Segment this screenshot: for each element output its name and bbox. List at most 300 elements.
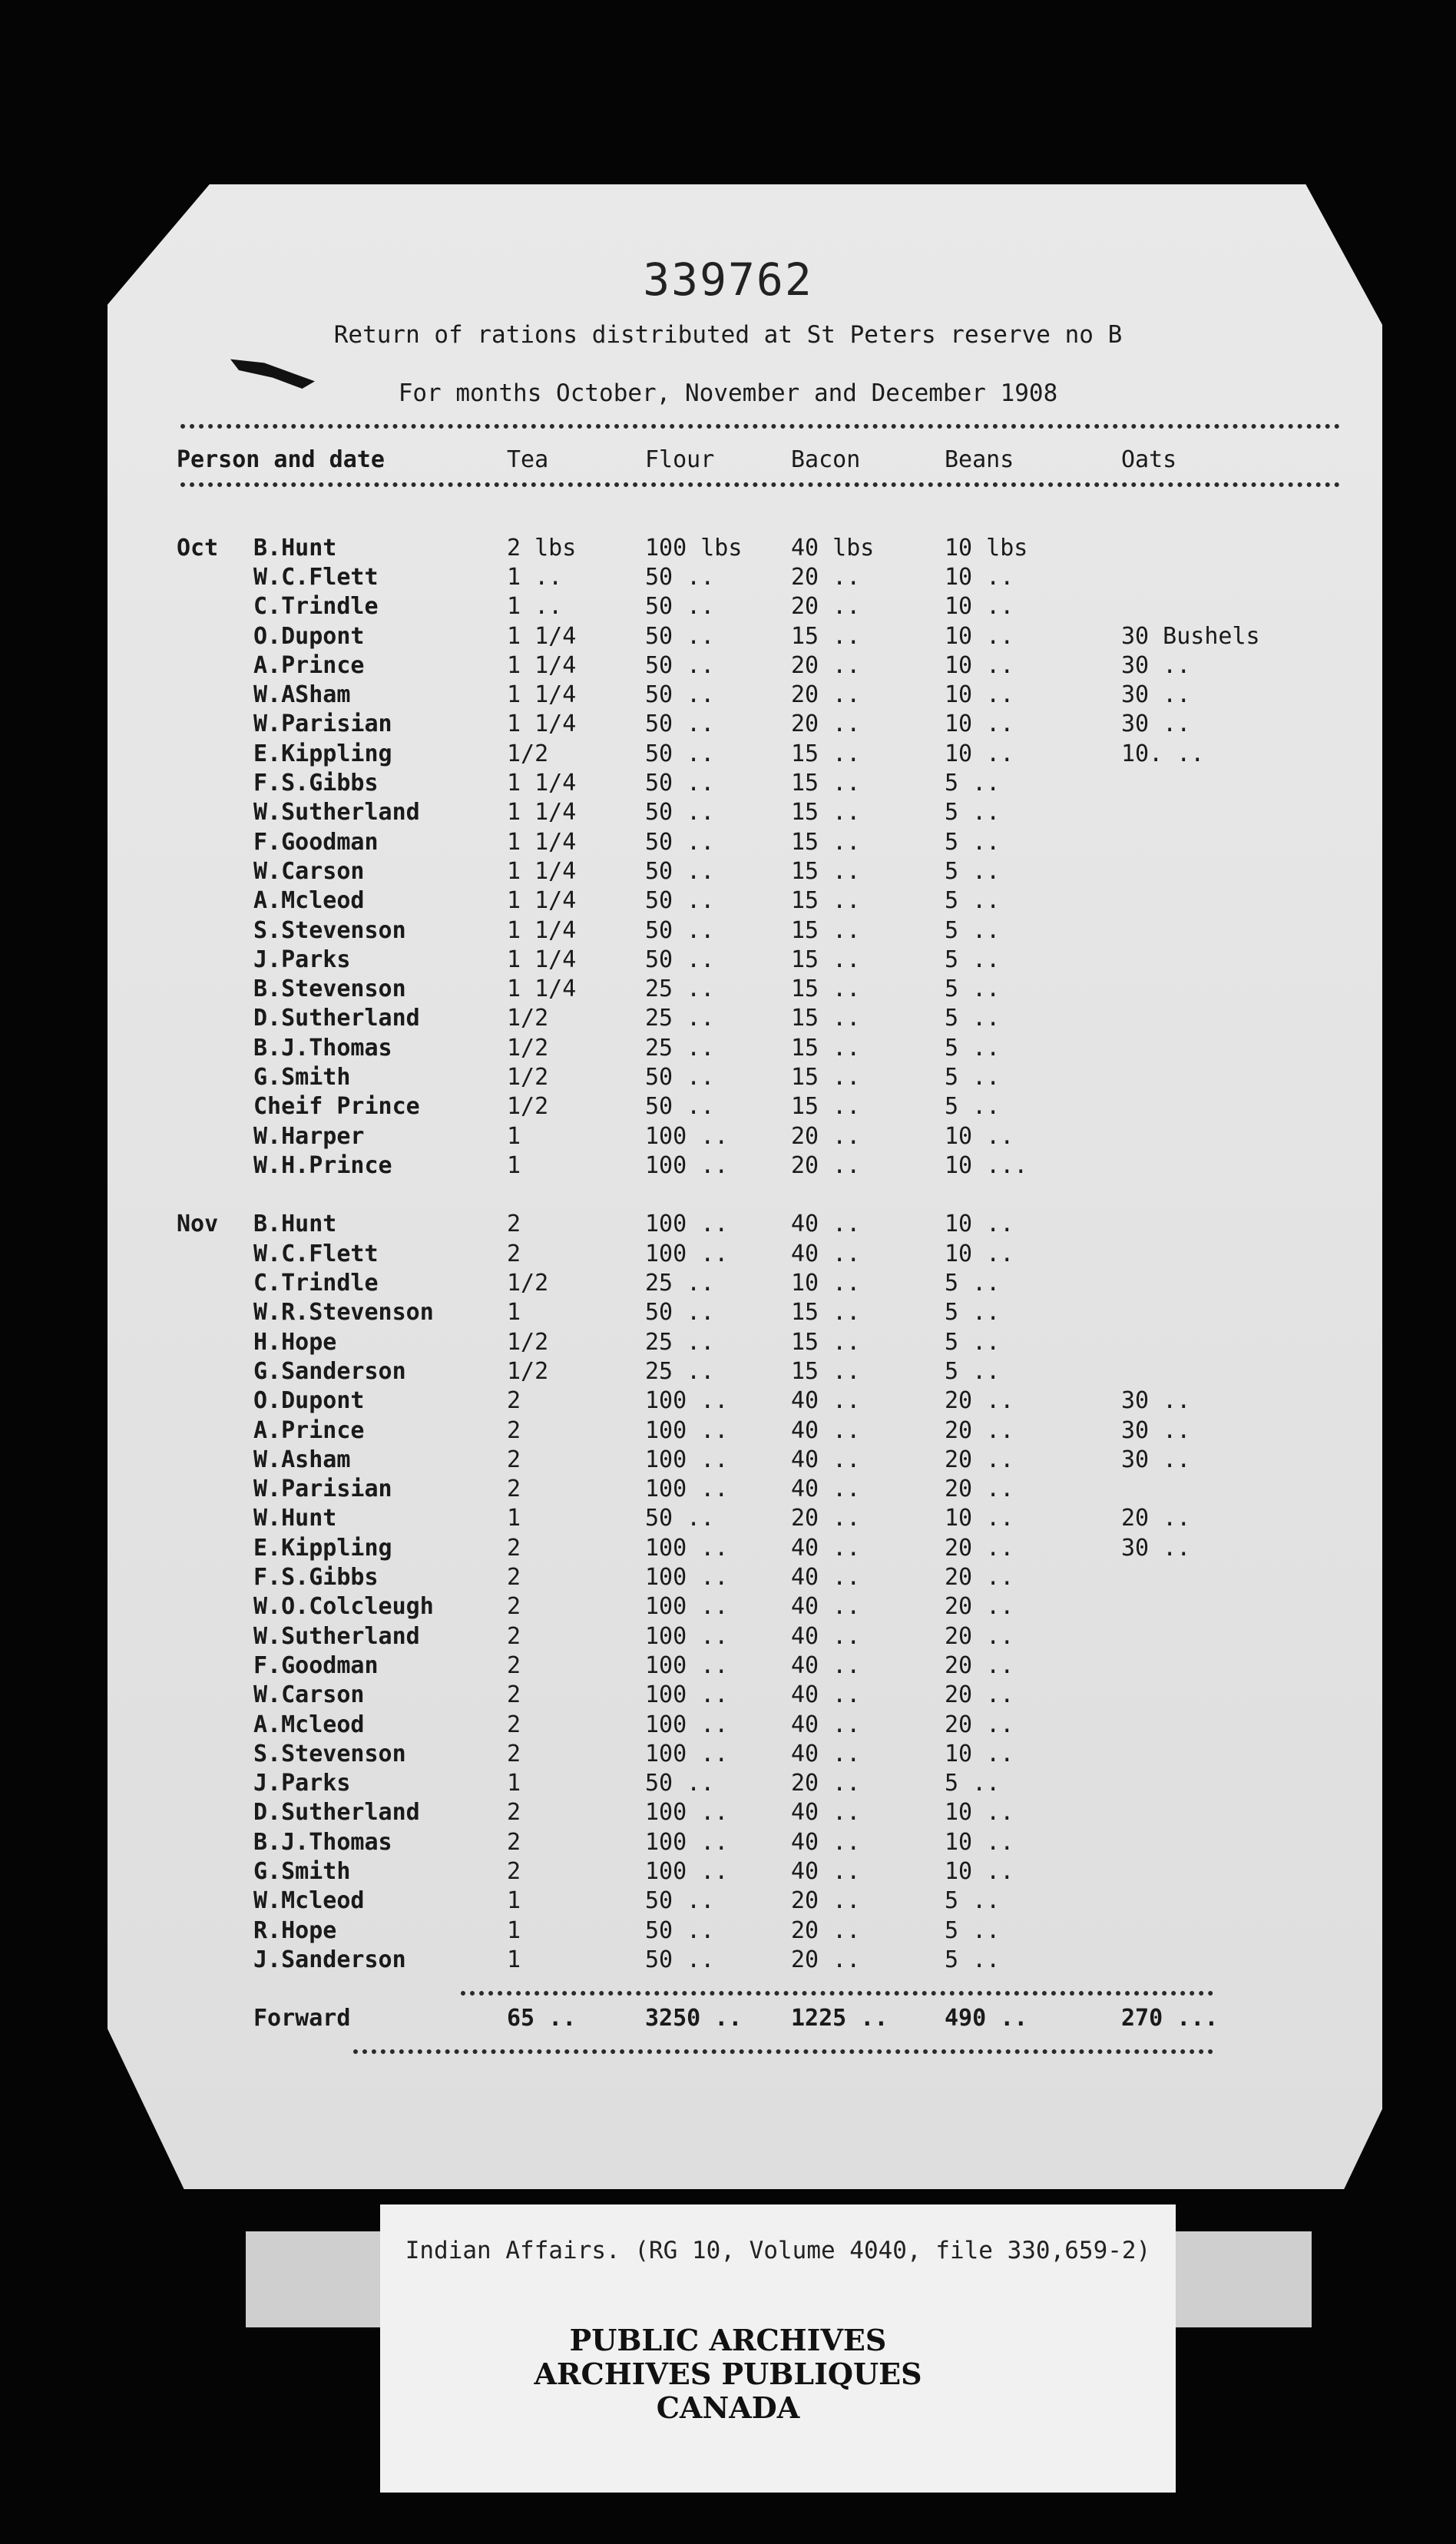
cell-flour: 100 .. (645, 1622, 729, 1650)
cell-beans: 10 ... (945, 1151, 1028, 1179)
cell-month (177, 1857, 253, 1886)
table-row (177, 1886, 1321, 1916)
cell-oats (1121, 1592, 1321, 1621)
cell-beans: 20 .. (945, 1446, 1014, 1473)
cell-bacon: 40 .. (791, 1593, 861, 1621)
cell-month (177, 680, 253, 709)
col-beans-header: Beans (945, 446, 1014, 473)
cell-flour: 50 .. (645, 1770, 715, 1797)
table-row (177, 1739, 1321, 1768)
cell-oats: 30 .. (1121, 1416, 1191, 1444)
cell-tea: 1 (507, 1122, 521, 1150)
table-row (177, 916, 1321, 945)
cell-month (177, 768, 253, 797)
cell-oats (1121, 1356, 1321, 1386)
cell-month (177, 945, 253, 974)
cell-beans: 20 .. (945, 1387, 1014, 1415)
cell-person: Cheif Prince (253, 1093, 420, 1121)
cell-beans: 10 .. (945, 593, 1014, 621)
table-row (177, 533, 1321, 562)
cell-bacon: 15 .. (791, 770, 861, 797)
cell-person: W.Sutherland (253, 799, 420, 826)
cell-flour: 50 .. (645, 1299, 715, 1327)
cell-beans: 5 .. (945, 1270, 1001, 1297)
cell-oats (1121, 1651, 1321, 1680)
cell-oats (1121, 1062, 1321, 1091)
cell-flour: 100 .. (645, 1446, 729, 1473)
cell-flour: 50 .. (645, 681, 715, 709)
dotted-rule-top (180, 424, 1340, 429)
cell-oats (1121, 1210, 1321, 1239)
cell-beans: 5 .. (945, 828, 1001, 856)
cell-month (177, 1121, 253, 1151)
stamp-line-2: ARCHIVES PUBLIQUES (534, 2357, 922, 2391)
cell-bacon: 15 .. (791, 1299, 861, 1327)
cell-person: W.Parisian (253, 711, 392, 738)
cell-person: W.O.Colcleugh (253, 1593, 434, 1621)
cell-flour: 50 .. (645, 651, 715, 679)
cell-oats (1121, 1298, 1321, 1327)
cell-person: D.Sutherland (253, 1005, 420, 1032)
col-oats-header: Oats (1121, 446, 1177, 473)
cell-flour: 50 .. (645, 916, 715, 944)
cell-oats (1121, 1798, 1321, 1827)
forward-label: Forward (253, 2004, 351, 2032)
table-row (177, 739, 1321, 768)
cell-tea: 1/2 (507, 740, 549, 767)
cell-month (177, 1181, 253, 1210)
cell-person: W.Parisian (253, 1476, 392, 1503)
cell-oats (1121, 533, 1321, 562)
cell-person: J.Parks (253, 1770, 351, 1797)
cell-tea: 1 1/4 (507, 681, 577, 709)
cell-tea: 1 1/4 (507, 857, 577, 885)
cell-beans: 10 .. (945, 651, 1014, 679)
cell-month (177, 1945, 253, 1974)
cell-bacon: 10 .. (791, 1270, 861, 1297)
cell-month (177, 651, 253, 680)
cell-bacon: 40 .. (791, 1622, 861, 1650)
cell-flour: 50 .. (645, 563, 715, 591)
cell-month (177, 1739, 253, 1768)
cell-beans: 5 .. (945, 1887, 1001, 1915)
cell-person: W.Carson (253, 1681, 365, 1709)
cell-beans: 10 .. (945, 681, 1014, 709)
forward-flour: 3250 .. (645, 2004, 743, 2032)
cell-flour: 25 .. (645, 1005, 715, 1032)
dotted-rule-total (461, 1991, 1213, 1996)
cell-oats (1121, 856, 1321, 886)
cell-beans: 20 .. (945, 1651, 1014, 1679)
cell-month (177, 1798, 253, 1827)
ration-table (177, 533, 1321, 1975)
cell-flour: 100 .. (645, 1681, 729, 1709)
cell-oats (1121, 1092, 1321, 1121)
cell-beans: 10 .. (945, 1740, 1014, 1767)
cell-person: B.Hunt (253, 1211, 337, 1238)
cell-month (177, 1475, 253, 1504)
table-row (177, 1533, 1321, 1562)
cell-flour: 100 .. (645, 1534, 729, 1562)
cell-bacon: 15 .. (791, 1357, 861, 1385)
cell-tea: 1 (507, 1887, 521, 1915)
cell-month (177, 592, 253, 621)
cell-tea: 1 1/4 (507, 976, 577, 1003)
cell-beans: 10 .. (945, 1858, 1014, 1885)
cell-bacon: 15 .. (791, 887, 861, 915)
cell-beans (945, 1181, 1121, 1210)
col-tea-header: Tea (507, 446, 549, 473)
cell-beans: 10 .. (945, 1211, 1014, 1238)
dotted-rule-header (180, 482, 1340, 487)
cell-oats (1121, 1857, 1321, 1886)
cell-bacon: 15 .. (791, 946, 861, 973)
cell-month: Nov (177, 1211, 219, 1238)
forward-beans: 490 .. (945, 2004, 1028, 2032)
cell-tea: 2 (507, 1828, 521, 1856)
cell-flour (645, 1181, 791, 1210)
cell-bacon: 15 .. (791, 1063, 861, 1091)
cell-beans: 5 .. (945, 1946, 1001, 1973)
cell-oats (1121, 1916, 1321, 1945)
cell-month (177, 1768, 253, 1797)
column-header-row (177, 444, 1321, 475)
cell-tea: 2 (507, 1211, 521, 1238)
forward-oats: 270 ... (1121, 2004, 1219, 2032)
cell-month (177, 1886, 253, 1916)
cell-person: W.R.Stevenson (253, 1299, 434, 1327)
cell-flour: 100 .. (645, 1240, 729, 1267)
stamp-line-1: PUBLIC ARCHIVES (569, 2323, 887, 2357)
cell-beans: 20 .. (945, 1416, 1014, 1444)
cell-month (177, 1239, 253, 1268)
cell-flour: 100 .. (645, 1211, 729, 1238)
cell-oats (1121, 974, 1321, 1003)
cell-beans: 10 .. (945, 1828, 1014, 1856)
cell-tea: 1 .. (507, 593, 563, 621)
cell-oats (1121, 1327, 1321, 1356)
cell-tea: 2 (507, 1593, 521, 1621)
cell-beans: 10 .. (945, 740, 1014, 767)
cell-tea: 2 (507, 1564, 521, 1592)
cell-flour: 50 .. (645, 1505, 715, 1532)
table-row (177, 1092, 1321, 1121)
table-row (177, 1681, 1321, 1710)
cell-bacon: 20 .. (791, 1946, 861, 1973)
cell-bacon: 15 .. (791, 740, 861, 767)
cell-flour: 100 .. (645, 1651, 729, 1679)
table-row (177, 768, 1321, 797)
cell-month (177, 1681, 253, 1710)
cell-flour: 50 .. (645, 857, 715, 885)
cell-flour: 100 .. (645, 1828, 729, 1856)
cell-tea: 2 (507, 1858, 521, 1885)
forward-row (177, 2003, 1321, 2032)
cell-month (177, 1151, 253, 1180)
cell-month (177, 562, 253, 591)
cell-flour: 50 .. (645, 946, 715, 973)
cell-beans: 20 .. (945, 1593, 1014, 1621)
cell-tea: 1 1/4 (507, 711, 577, 738)
cell-month (177, 1268, 253, 1297)
table-row (177, 1151, 1321, 1180)
cell-beans: 5 .. (945, 887, 1001, 915)
cell-beans: 5 .. (945, 799, 1001, 826)
cell-flour: 50 .. (645, 1063, 715, 1091)
cell-tea: 2 (507, 1446, 521, 1473)
cell-bacon: 40 lbs (791, 534, 875, 561)
cell-person: B.J.Thomas (253, 1034, 392, 1062)
cell-flour: 25 .. (645, 976, 715, 1003)
cell-tea: 2 (507, 1622, 521, 1650)
cell-oats (1121, 1562, 1321, 1592)
cell-tea: 2 (507, 1534, 521, 1562)
cell-month (177, 827, 253, 856)
cell-month (177, 1092, 253, 1121)
col-person-header: Person and date (177, 446, 385, 473)
table-row (177, 974, 1321, 1003)
document-title: Return of rations distributed at St Peters reserve no B (333, 321, 1123, 349)
cell-bacon: 40 .. (791, 1446, 861, 1473)
cell-bacon: 40 .. (791, 1240, 861, 1267)
cell-person: W.Mcleod (253, 1887, 365, 1915)
table-row (177, 1916, 1321, 1945)
cell-beans: 5 .. (945, 1916, 1001, 1944)
cell-oats (1121, 798, 1321, 827)
cell-bacon: 40 .. (791, 1387, 861, 1415)
cell-month (177, 1827, 253, 1857)
col-bacon-header: Bacon (791, 446, 861, 473)
cell-tea: 2 (507, 1681, 521, 1709)
cell-tea: 1/2 (507, 1063, 549, 1091)
cell-beans: 20 .. (945, 1564, 1014, 1592)
cell-oats (1121, 1945, 1321, 1974)
cell-beans: 20 .. (945, 1681, 1014, 1709)
cell-beans: 10 lbs (945, 534, 1028, 561)
table-row (177, 1239, 1321, 1268)
cell-month (177, 1621, 253, 1651)
cell-beans: 5 .. (945, 857, 1001, 885)
table-row (177, 1857, 1321, 1886)
cell-oats: 30 .. (1121, 1446, 1191, 1473)
cell-tea: 1 1/4 (507, 799, 577, 826)
cell-beans: 5 .. (945, 916, 1001, 944)
cell-bacon: 15 .. (791, 622, 861, 650)
cell-beans: 10 .. (945, 1505, 1014, 1532)
cell-flour: 100 .. (645, 1151, 729, 1179)
table-row (177, 1475, 1321, 1504)
table-row (177, 886, 1321, 916)
cell-bacon: 20 .. (791, 681, 861, 709)
cell-beans: 10 .. (945, 1240, 1014, 1267)
cell-flour: 100 .. (645, 1799, 729, 1827)
cell-oats: 10. .. (1121, 740, 1205, 767)
cell-oats (1121, 1151, 1321, 1180)
cell-beans: 5 .. (945, 1328, 1001, 1356)
cell-tea: 1/2 (507, 1093, 549, 1121)
cell-beans: 5 .. (945, 1063, 1001, 1091)
cell-month (177, 1504, 253, 1533)
cell-month (177, 1033, 253, 1062)
cell-bacon: 40 .. (791, 1211, 861, 1238)
cell-tea: 2 (507, 1476, 521, 1503)
cell-person: S.Stevenson (253, 916, 406, 944)
cell-person: W.ASham (253, 681, 351, 709)
table-row (177, 1268, 1321, 1297)
cell-beans: 20 .. (945, 1476, 1014, 1503)
cell-beans: 5 .. (945, 770, 1001, 797)
cell-tea: 1/2 (507, 1357, 549, 1385)
cell-flour: 100 .. (645, 1711, 729, 1738)
cell-beans: 5 .. (945, 1005, 1001, 1032)
cell-beans: 5 .. (945, 1357, 1001, 1385)
cell-oats (1121, 1239, 1321, 1268)
cell-person: G.Sanderson (253, 1357, 406, 1385)
cell-beans: 20 .. (945, 1534, 1014, 1562)
cell-beans: 5 .. (945, 1299, 1001, 1327)
cell-bacon: 40 .. (791, 1681, 861, 1709)
cell-person: W.Harper (253, 1122, 365, 1150)
cell-oats (1121, 1621, 1321, 1651)
cell-beans: 20 .. (945, 1622, 1014, 1650)
table-row (177, 1945, 1321, 1974)
cell-oats: 30 .. (1121, 681, 1191, 709)
cell-bacon (791, 1181, 945, 1210)
cell-tea: 1 (507, 1151, 521, 1179)
cell-beans: 5 .. (945, 976, 1001, 1003)
cell-oats (1121, 1768, 1321, 1797)
cell-flour: 25 .. (645, 1270, 715, 1297)
cell-person: R.Hope (253, 1916, 337, 1944)
cell-person: H.Hope (253, 1328, 337, 1356)
cell-flour: 50 .. (645, 1093, 715, 1121)
cell-person: W.Asham (253, 1446, 351, 1473)
cell-oats: 30 .. (1121, 651, 1191, 679)
cell-flour: 100 .. (645, 1476, 729, 1503)
cell-person: F.S.Gibbs (253, 1564, 379, 1592)
cell-oats: 30 .. (1121, 1534, 1191, 1562)
table-row (177, 798, 1321, 827)
cell-month (177, 1327, 253, 1356)
cell-bacon: 20 .. (791, 1122, 861, 1150)
table-row (177, 856, 1321, 886)
table-row (177, 1504, 1321, 1533)
table-row (177, 1210, 1321, 1239)
cell-flour: 50 .. (645, 1887, 715, 1915)
cell-flour: 100 .. (645, 1122, 729, 1150)
table-row (177, 1562, 1321, 1592)
cell-tea: 2 (507, 1740, 521, 1767)
cell-flour: 100 lbs (645, 534, 743, 561)
cell-person: C.Trindle (253, 593, 379, 621)
cell-tea: 1 .. (507, 563, 563, 591)
cell-oats (1121, 1710, 1321, 1739)
cell-flour: 50 .. (645, 770, 715, 797)
cell-person: G.Smith (253, 1063, 351, 1091)
cell-person: A.Mcleod (253, 1711, 365, 1738)
cell-bacon: 15 .. (791, 1328, 861, 1356)
cell-month (177, 798, 253, 827)
table-row (177, 1062, 1321, 1091)
cell-beans: 5 .. (945, 946, 1001, 973)
cell-person: F.Goodman (253, 1651, 379, 1679)
cell-month (177, 974, 253, 1003)
cell-flour: 25 .. (645, 1357, 715, 1385)
cell-tea: 2 (507, 1711, 521, 1738)
cell-tea: 1 (507, 1916, 521, 1944)
cell-tea: 2 (507, 1240, 521, 1267)
table-row (177, 1121, 1321, 1151)
cell-flour: 50 .. (645, 799, 715, 826)
cell-oats (1121, 1475, 1321, 1504)
cell-bacon: 40 .. (791, 1828, 861, 1856)
cell-oats (1121, 562, 1321, 591)
table-row (177, 827, 1321, 856)
cell-oats (1121, 768, 1321, 797)
cell-person: W.C.Flett (253, 1240, 379, 1267)
cell-person: A.Prince (253, 651, 365, 679)
cell-flour: 50 .. (645, 1916, 715, 1944)
cell-tea: 2 lbs (507, 534, 577, 561)
cell-flour: 50 .. (645, 828, 715, 856)
cell-month (177, 1445, 253, 1474)
cell-oats (1121, 1004, 1321, 1033)
cell-oats (1121, 1033, 1321, 1062)
cell-tea: 2 (507, 1799, 521, 1827)
cell-person: B.Hunt (253, 534, 337, 561)
cell-bacon: 15 .. (791, 799, 861, 826)
archive-stamp (0, 2324, 1456, 2425)
cell-bacon: 15 .. (791, 1034, 861, 1062)
cell-bacon: 40 .. (791, 1534, 861, 1562)
cell-bacon: 40 .. (791, 1476, 861, 1503)
cell-month (177, 1916, 253, 1945)
cell-tea: 1 (507, 1299, 521, 1327)
cell-flour: 25 .. (645, 1328, 715, 1356)
cell-person: B.Stevenson (253, 976, 406, 1003)
cell-oats: 30 Bushels (1121, 622, 1260, 650)
cell-bacon: 20 .. (791, 1151, 861, 1179)
cell-bacon: 40 .. (791, 1799, 861, 1827)
forward-row-table (177, 2003, 1321, 2032)
cell-person: W.Sutherland (253, 1622, 420, 1650)
cell-bacon: 40 .. (791, 1711, 861, 1738)
cell-bacon: 40 .. (791, 1651, 861, 1679)
cell-person: W.H.Prince (253, 1151, 392, 1179)
cell-bacon: 20 .. (791, 563, 861, 591)
cell-month (177, 1710, 253, 1739)
cell-oats: 30 .. (1121, 1387, 1191, 1415)
cell-month (177, 1356, 253, 1386)
dotted-rule-bottom (353, 2049, 1213, 2054)
cell-tea: 1/2 (507, 1270, 549, 1297)
cell-flour: 100 .. (645, 1564, 729, 1592)
cell-tea: 1 1/4 (507, 887, 577, 915)
cell-oats (1121, 945, 1321, 974)
cell-month (177, 1651, 253, 1680)
table-row (177, 1181, 1321, 1210)
cell-person: B.J.Thomas (253, 1828, 392, 1856)
table-row (177, 1033, 1321, 1062)
cell-month (177, 1533, 253, 1562)
table-row (177, 1445, 1321, 1474)
cell-oats (1121, 1739, 1321, 1768)
table-row (177, 562, 1321, 591)
cell-month (177, 856, 253, 886)
table-row (177, 710, 1321, 739)
document-subtitle: For months October, November and December 1908 (398, 379, 1058, 407)
table-row (177, 1827, 1321, 1857)
